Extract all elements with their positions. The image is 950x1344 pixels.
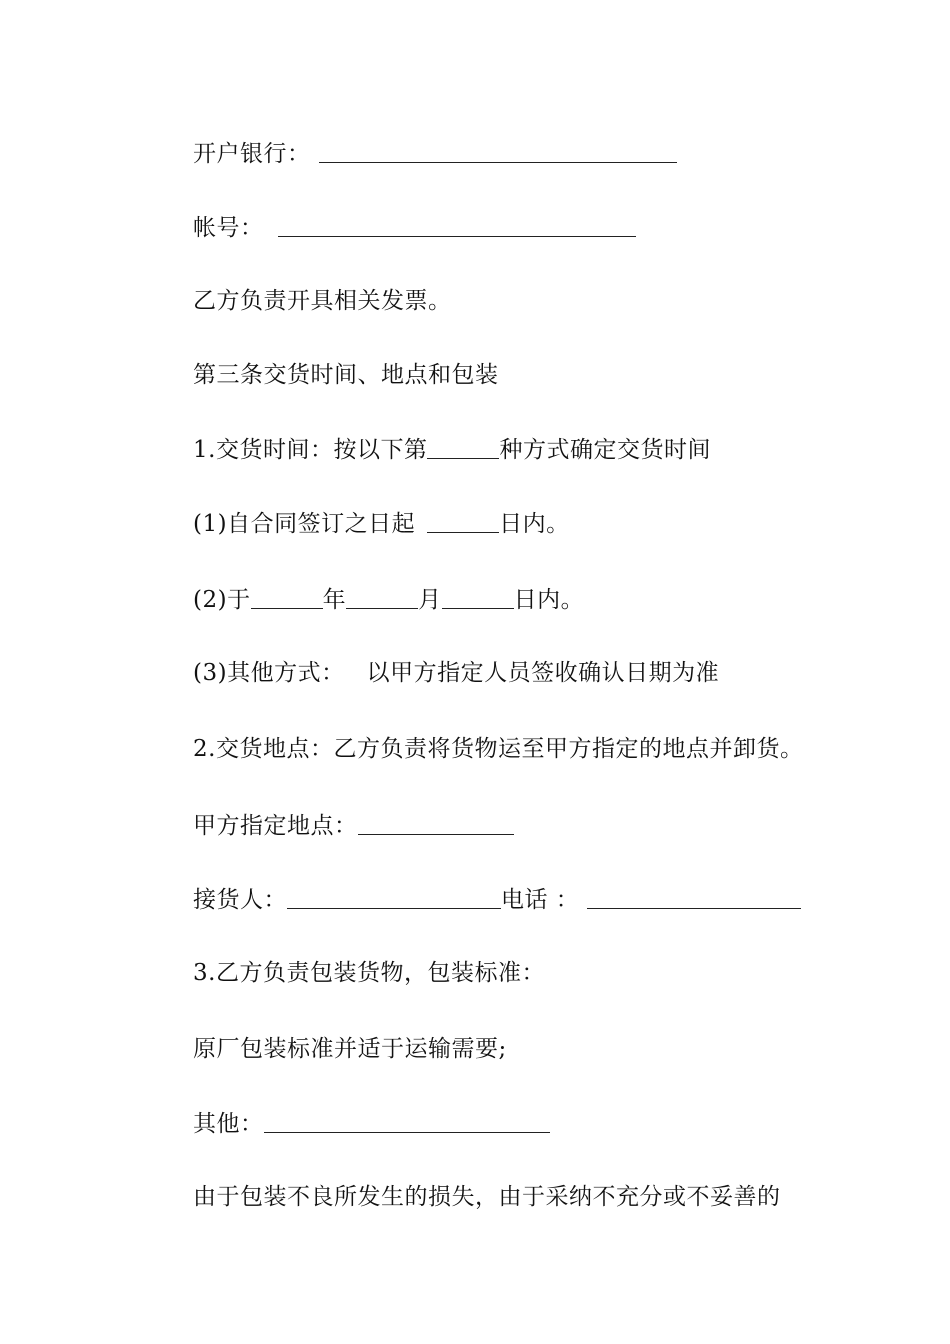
- other-blank[interactable]: [264, 1110, 550, 1133]
- option3-suffix: 以甲方指定人员签收确认日期为准: [366, 660, 720, 686]
- article3-heading: 第三条交货时间、地点和包装: [193, 362, 499, 388]
- option3-prefix: (3)其他方式：: [193, 660, 345, 686]
- other-line: [193, 1108, 550, 1139]
- designated-place-blank[interactable]: [358, 812, 514, 835]
- option2-suffix: 日内。: [513, 587, 585, 613]
- account-blank[interactable]: [278, 214, 636, 237]
- delivery-time-line: [193, 434, 711, 465]
- phone-blank[interactable]: [587, 886, 801, 909]
- option2-line: [193, 584, 584, 615]
- option1-suffix: 日内。: [499, 511, 570, 537]
- delivery-method-blank[interactable]: [427, 436, 499, 459]
- option3-line: [193, 658, 719, 688]
- option2-month-blank[interactable]: [346, 586, 418, 609]
- loss-line: 由于包装不良所发生的损失，由于采纳不充分或不妥善的: [193, 1184, 781, 1210]
- receiver-label: 接货人：: [193, 887, 287, 913]
- option1-prefix: (1)自合同签订之日起: [193, 511, 416, 537]
- bank-blank[interactable]: [319, 140, 677, 163]
- designated-place-line: [193, 810, 514, 841]
- packaging-line: 3.乙方负责包装货物，包装标准：: [193, 960, 545, 986]
- option2-day-blank[interactable]: [442, 586, 514, 609]
- invoice-line: 乙方负责开具相关发票。: [193, 288, 452, 314]
- other-label: 其他：: [193, 1111, 264, 1137]
- delivery-time-prefix: 1.交货时间：按以下第: [193, 437, 428, 463]
- bank-line: [193, 138, 677, 169]
- phone-label: 电话 ：: [501, 887, 580, 913]
- account-line: [193, 212, 636, 243]
- option2-month-label: 月: [418, 587, 442, 613]
- option2-year-blank[interactable]: [251, 586, 323, 609]
- designated-place-label: 甲方指定地点：: [193, 813, 358, 839]
- receiver-line: [193, 884, 801, 915]
- option1-days-blank[interactable]: [427, 510, 499, 533]
- option2-year-label: 年: [322, 587, 347, 613]
- option2-prefix: (2)于: [193, 587, 251, 613]
- delivery-time-suffix: 种方式确定交货时间: [499, 437, 711, 463]
- receiver-blank[interactable]: [287, 886, 501, 909]
- account-label: 帐号：: [193, 215, 264, 241]
- option1-line: [193, 508, 570, 539]
- bank-label: 开户银行：: [193, 141, 311, 167]
- packaging-standard-line: 原厂包装标准并适于运输需要;: [193, 1036, 507, 1062]
- delivery-place-line: 2.交货地点：乙方负责将货物运至甲方指定的地点并卸货。: [193, 736, 804, 762]
